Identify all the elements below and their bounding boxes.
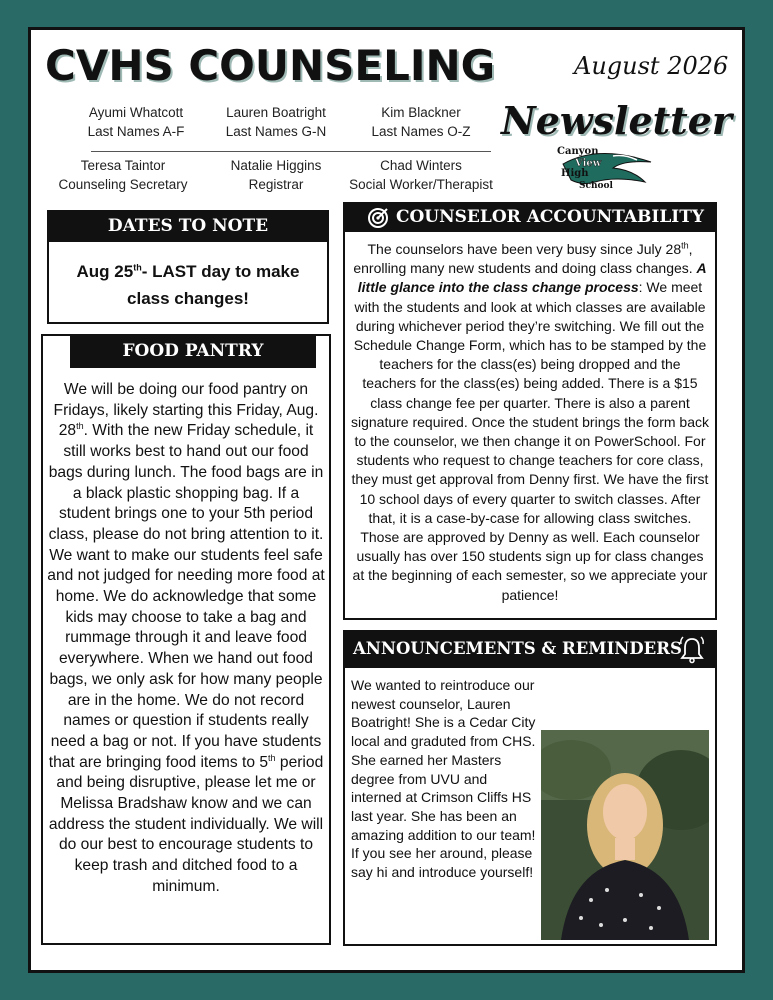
accountability-sup: th	[681, 240, 689, 251]
falcon-logo-icon	[553, 142, 653, 192]
accountability-bold-text: A little glance into the class change process	[357, 260, 707, 296]
staff-name: Lauren Boatright	[226, 105, 326, 120]
staff-role: Last Names G-N	[225, 124, 327, 139]
staff-counselor-2	[201, 103, 351, 141]
staff-social-worker	[331, 156, 511, 194]
staff-name: Kim Blackner	[381, 105, 461, 120]
accountability-text-3: : We meet with the students and look at which classes are available during whichever period they’re switching. We fill out the Schedule Change Form, which has to be stamped by the teachers for the class(es) being dropped and the teachers for the class(es) being added. There is a $15 class change fee per quarter. There is also a parent signature required. Once the student brings the form back to the counselor, we then change it on PowerSchool. For students who request to change teachers for core class, they must get approval from Denny first. We have the first 10 school days of every quarter to switch classes. After that, it is a case-by-case for allowing class switches. Those are approved by Denny as well. Each counselor usually has over 150 students sign up for class changes at the beginning of each semester, so we appreciate your patience!	[351, 279, 709, 603]
newsletter-subtitle: Newsletter	[501, 98, 732, 143]
dates-to-note-heading: DATES TO NOTE	[47, 210, 329, 242]
staff-name: Natalie Higgins	[230, 158, 322, 173]
newsletter-page	[28, 27, 745, 973]
food-pantry-box	[41, 334, 331, 945]
food-pantry-sup-1: th	[76, 421, 84, 432]
staff-role: Counseling Secretary	[58, 177, 188, 192]
food-pantry-text	[47, 380, 325, 898]
staff-counselor-1	[61, 103, 211, 141]
food-pantry-heading: FOOD PANTRY	[70, 334, 316, 368]
announcements-heading: ANNOUNCEMENTS & REMINDERS	[343, 630, 717, 668]
staff-counselor-3	[346, 103, 496, 141]
logo-text-high: High	[561, 168, 589, 179]
logo-text-school: School	[579, 181, 613, 191]
header-divider	[91, 151, 491, 152]
staff-role: Registrar	[248, 177, 304, 192]
food-pantry-text-1: We will be doing our food pantry on Fridays, likely starting this Friday, Aug. 28	[53, 381, 319, 440]
accountability-text-1: The counselors have been very busy since July 28	[367, 241, 682, 257]
target-icon	[367, 207, 389, 229]
staff-registrar	[201, 156, 351, 194]
bell-icon	[679, 636, 705, 664]
accountability-text	[351, 240, 709, 605]
accountability-text-2: , enrolling many new students and doing class changes.	[353, 241, 697, 277]
date-description: - LAST day to make class changes!	[127, 262, 300, 308]
staff-name: Teresa Taintor	[80, 158, 166, 173]
food-pantry-text-2: . With the new Friday schedule, it still works best to hand out our food bags during lunch. The food bags are in a black plastic shopping bag. If a student brings one to your 5th period class, please do not bring attention to it. We want to make our students feel safe and not judged for needing more food at home. We do acknowledge that some kids may choose to take a bag and rummage through it and leave food everywhere. When we hand out food bags, we only ask for how many people are in the home. We do not record names or question if students really need a bag or not. If you have students that are bringing food items to 5	[47, 422, 325, 771]
staff-name: Chad Winters	[380, 158, 462, 173]
staff-role: Last Names O-Z	[371, 124, 471, 139]
staff-role: Last Names A-F	[87, 124, 185, 139]
accountability-box	[343, 202, 717, 620]
food-pantry-sup-2: th	[268, 752, 276, 763]
accountability-heading: COUNSELOR ACCOUNTABILITY	[343, 202, 717, 232]
dates-to-note-item	[57, 258, 319, 312]
staff-role: Social Worker/Therapist	[349, 177, 493, 192]
date-text: Aug 25	[76, 262, 134, 281]
staff-secretary	[43, 156, 203, 194]
counselor-photo	[541, 730, 709, 940]
logo-text-canyon: Canyon	[557, 146, 599, 157]
logo-text-view: View	[575, 158, 602, 169]
date-suffix: th	[133, 262, 142, 273]
newsletter-date: August 2026	[574, 52, 729, 80]
newsletter-title: CVHS COUNSELING	[45, 41, 496, 90]
dates-to-note-box	[47, 210, 329, 324]
food-pantry-text-3: period and being disruptive, please let me or Melissa Bradshaw know and we can address the student individually. We will do our best to encourage students to keep trash and ditched food to a minimum.	[48, 753, 324, 895]
staff-name: Ayumi Whatcott	[88, 105, 184, 120]
announcements-text: We wanted to reintroduce our newest counselor, Lauren Boatright! She is a Cedar City local and graduted from CHS. She earned her Masters degree from UVU and interned at Crimson Cliffs HS last year. She has been an amazing addition to our team! If you see her around, please say hi and introduce yourself!	[351, 677, 536, 881]
